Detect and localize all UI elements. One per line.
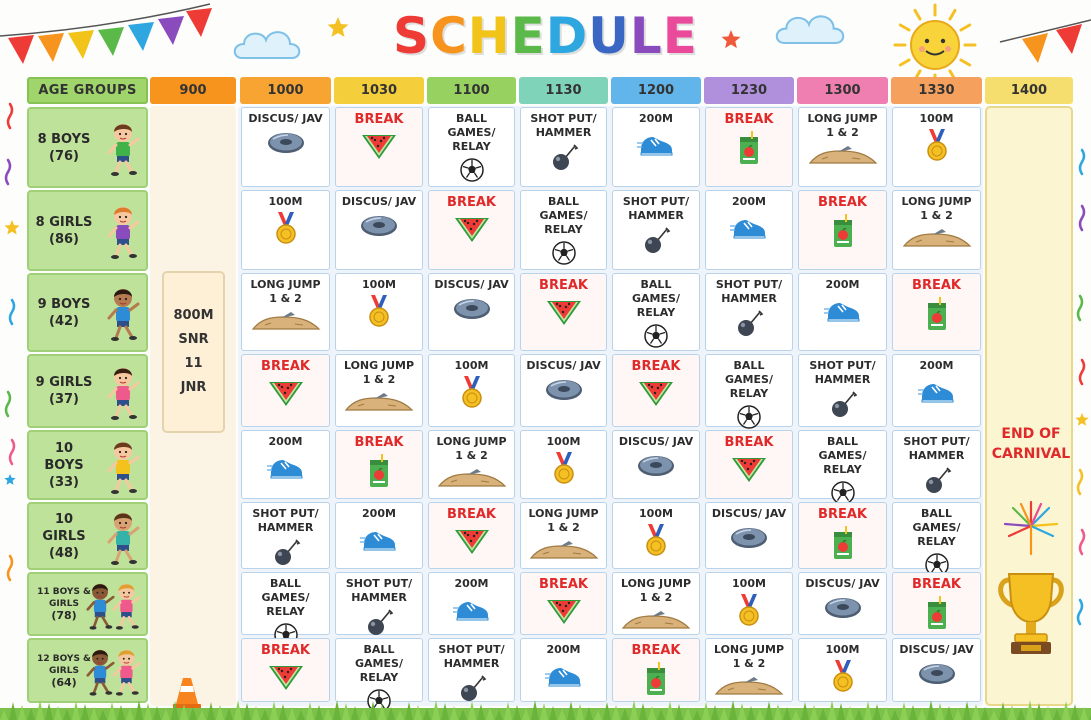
discus-icon [544,376,584,406]
schedule-cell [428,430,515,499]
time-header-0: 900 [150,77,236,104]
schedule-cell [798,502,887,569]
age-group-name: 10 BOYS [44,440,84,473]
title-letter: E [510,7,546,65]
medal-icon [273,212,299,250]
schedule-cell [520,354,607,427]
shot-put-icon [549,143,579,177]
slot-900-line: 11 [184,356,203,371]
time-header-5: 1200 [611,77,701,104]
event-label: LONG JUMP 1 & 2 [713,643,785,670]
watermelon-icon [267,662,305,696]
event-label: 200M [268,435,303,448]
title-letter: D [545,7,589,65]
confetti [1080,150,1084,174]
confetti [6,392,10,416]
running-shoe-icon [360,524,398,556]
event-label: BALL GAMES/ RELAY [912,507,961,548]
schedule-cell [798,572,887,635]
age-group-count: (48) [49,545,79,561]
event-label: BREAK [724,435,774,450]
running-shoe-icon [453,594,491,626]
schedule-cell [428,502,515,569]
event-label: 100M [546,435,581,448]
schedule-cell [892,273,981,351]
age-group-label [29,192,93,269]
sand-pit-icon [902,226,972,252]
running-shoe-icon [918,376,956,408]
event-label: LONG JUMP 1 & 2 [528,507,599,534]
age-group-name: 9 BOYS [37,296,91,312]
soccer-ball-icon [643,323,669,353]
sand-pit-icon [437,466,507,492]
event-label: 200M [546,643,581,656]
discus-icon [729,524,769,554]
schedule-cell [705,190,793,270]
end-of-carnival-text: END OF CARNIVAL [991,426,1071,462]
slot-900-line: JNR [180,380,207,395]
schedule-cell [705,273,793,351]
schedule-cell [705,354,793,427]
event-label: SHOT PUT/ HAMMER [530,112,597,139]
event-label: BREAK [539,278,588,293]
discus-icon [823,594,863,624]
watermelon-icon [637,378,675,412]
event-label: BREAK [261,359,310,374]
event-label: BALL GAMES/ RELAY [725,359,773,400]
event-label: 100M [454,359,489,372]
schedule-cell [335,190,423,270]
slot-900-line: SNR [178,332,209,347]
event-label: 200M [825,278,860,291]
star-icon [1075,413,1088,426]
schedule-cell [520,572,607,635]
event-label: SHOT PUT/ HAMMER [345,577,413,604]
discus-icon [636,452,676,482]
schedule-cell [520,190,607,270]
schedule-cell [520,502,607,569]
schedule-cell [612,638,700,702]
event-label: LONG JUMP 1 & 2 [343,359,415,386]
age-group-name: 11 BOYS & GIRLS [37,587,91,609]
title-letter: U [588,7,630,65]
schedule-cell [241,638,330,702]
age-group-count: (33) [49,474,79,490]
shot-put-icon [828,390,858,424]
confetti [10,300,14,324]
age-group-count: (86) [49,231,79,247]
shot-put-icon [271,538,301,572]
age-group-label [29,432,93,498]
juice-box-icon [644,662,668,700]
event-label: BREAK [447,195,496,210]
end-of-carnival-column [985,106,1073,706]
event-label: SHOT PUT/ HAMMER [252,507,319,534]
medal-icon [830,660,856,698]
age-group-row-0 [27,107,148,188]
schedule-cell [335,354,423,427]
shot-put-icon [457,674,487,708]
soccer-ball-icon [459,157,485,187]
time-header-6: 1230 [704,77,794,104]
discus-icon [917,660,957,690]
juice-box-icon [737,131,761,169]
discus-icon [452,295,492,325]
discus-icon [266,129,306,159]
juice-box-icon [831,526,855,564]
running-shoe-icon [637,129,675,161]
child-athlete-icon [104,284,144,346]
age-group-count: (76) [49,148,79,164]
child-athlete-icon [104,508,144,570]
confetti [1078,600,1082,624]
schedule-cell [241,430,330,499]
running-shoe-icon [545,660,583,692]
schedule-cell [798,430,887,499]
schedule-cell [892,502,981,569]
event-label: BALL GAMES/ RELAY [261,577,310,618]
shot-put-icon [364,608,394,642]
slot-900-line: 800M [173,308,214,323]
event-label: BREAK [818,507,867,522]
schedule-cell [241,572,330,635]
event-label: 200M [454,577,489,590]
event-label: DISCUS/ JAV [711,507,787,520]
medal-icon [643,524,669,562]
schedule-cell [612,354,700,427]
schedule-cell [520,430,607,499]
event-label: LONG JUMP 1 & 2 [436,435,507,462]
sand-pit-icon [621,608,691,634]
schedule-cell [798,354,887,427]
sand-pit-icon [344,390,414,416]
event-label: DISCUS/ JAV [434,278,509,291]
age-group-label [29,574,93,634]
schedule-cell [241,190,330,270]
time-header-4: 1130 [519,77,608,104]
age-group-row-2 [27,273,148,352]
child-athlete-icon [104,437,144,499]
watermelon-icon [453,526,491,560]
watermelon-icon [360,131,398,165]
age-group-count: (42) [49,313,79,329]
schedule-cell [705,430,793,499]
age-group-row-6 [27,572,148,636]
schedule-cell [612,572,700,635]
age-group-name: 9 GIRLS [35,375,93,390]
child-athlete-icon [104,363,144,425]
age-groups-header: AGE GROUPS [27,77,148,104]
schedule-cell [428,107,515,187]
medal-icon [459,376,485,414]
event-label: 200M [639,112,673,125]
title-letter: H [467,7,511,65]
juice-box-icon [367,454,391,492]
schedule-cell [612,273,700,351]
confetti [1080,360,1084,384]
event-label: SHOT PUT/ HAMMER [715,278,783,305]
sand-pit-icon [251,309,321,335]
title-letter: S [393,7,431,65]
event-label: 100M [825,643,860,656]
age-group-name: 10 GIRLS [42,511,86,544]
event-label: SHOT PUT/ HAMMER [622,195,690,222]
trophy-icon [995,570,1067,660]
age-group-count: (78) [51,609,77,622]
watermelon-icon [545,596,583,630]
watermelon-icon [730,454,768,488]
schedule-cell [892,107,981,187]
watermelon-icon [267,378,305,412]
event-label: BALL GAMES/ RELAY [632,278,680,319]
sand-pit-icon [714,674,784,700]
event-label: BREAK [631,359,681,374]
schedule-cell [428,572,515,635]
schedule-cell [520,107,607,187]
event-label: 100M [639,507,673,520]
medal-icon [366,295,392,333]
event-label: BREAK [631,643,681,658]
traffic-cone-icon [172,676,202,710]
event-label: BREAK [912,278,961,293]
time-header-2: 1030 [334,77,424,104]
age-group-label [29,640,93,701]
event-label: SHOT PUT/ HAMMER [809,359,876,386]
event-label: LONG JUMP 1 & 2 [620,577,692,604]
event-label: BALL GAMES/ RELAY [539,195,588,236]
event-label: DISCUS/ JAV [618,435,694,448]
child-athlete-icon [104,119,144,181]
event-label: 100M [268,195,303,208]
event-label: BREAK [261,643,310,658]
event-label: SHOT PUT/ HAMMER [903,435,970,462]
schedule-cell [241,273,330,351]
sand-pit-icon [808,143,878,169]
event-label: SHOT PUT/ HAMMER [438,643,505,670]
schedule-cell [798,638,887,702]
event-label: DISCUS/ JAV [341,195,417,208]
age-group-label [29,504,93,568]
schedule-cell [428,354,515,427]
confetti [1080,206,1084,230]
event-label: BREAK [354,112,404,127]
schedule-cell [892,430,981,499]
time-header-7: 1300 [797,77,888,104]
time-header-8: 1330 [891,77,982,104]
shot-put-icon [922,466,952,500]
event-label: 100M [362,278,396,291]
running-shoe-icon [267,452,305,484]
schedule-cell [428,273,515,351]
schedule-cell [335,638,423,702]
age-group-label [29,275,93,350]
event-label: BREAK [539,577,588,592]
schedule-cell [798,107,887,187]
age-group-label [29,356,93,426]
event-label: 100M [919,112,954,125]
schedule-cell [798,190,887,270]
schedule-cell [335,107,423,187]
title-letter: C [430,7,468,65]
schedule-cell [705,572,793,635]
event-label: LONG JUMP 1 & 2 [901,195,972,222]
age-group-row-5 [27,502,148,570]
fireworks-icon [999,492,1063,556]
schedule-cell [892,572,981,635]
juice-box-icon [925,596,949,634]
schedule-cell [612,430,700,499]
schedule-cell [241,107,330,187]
age-group-count: (37) [49,392,79,407]
event-label: BREAK [818,195,867,210]
event-label: DISCUS/ JAV [805,577,880,590]
time-header-3: 1100 [427,77,516,104]
running-shoe-icon [824,295,862,327]
schedule-cell [612,107,700,187]
schedule-cell [428,638,515,702]
schedule-cell [520,273,607,351]
event-label: BALL GAMES/ RELAY [355,643,403,684]
age-group-count: (64) [51,675,77,689]
event-label: LONG JUMP 1 & 2 [807,112,878,139]
age-group-label [29,109,93,186]
schedule-cell [335,273,423,351]
event-label: BALL GAMES/ RELAY [818,435,867,476]
medal-icon [551,452,577,490]
running-shoe-icon [730,212,768,244]
time-header-1: 1000 [240,77,331,104]
event-label: 200M [919,359,954,372]
schedule-cell [428,190,515,270]
schedule-cell [798,273,887,351]
sand-pit-icon [529,538,599,564]
schedule-cell [520,638,607,702]
event-label: BALL GAMES/ RELAY [447,112,496,153]
confetti [10,440,14,464]
juice-box-icon [925,297,949,335]
confetti [1080,530,1084,554]
time-header-9: 1400 [985,77,1073,104]
event-label: BREAK [912,577,961,592]
confetti [6,160,10,184]
juice-box-icon [831,214,855,252]
schedule-cell [705,502,793,569]
age-group-row-7 [27,638,148,703]
shot-put-icon [641,226,671,260]
age-group-row-4 [27,430,148,500]
event-label: DISCUS/ JAV [526,359,601,372]
page-title [0,4,1091,68]
event-label: DISCUS/ JAV [248,112,323,125]
schedule-cell [612,502,700,569]
age-group-name: 8 BOYS [37,131,91,147]
schedule-cell [892,354,981,427]
event-label: 100M [732,577,766,590]
event-label: BREAK [724,112,774,127]
event-label: 200M [732,195,766,208]
age-group-row-3 [27,354,148,428]
slot-900-note [162,271,225,433]
soccer-ball-icon [366,688,392,718]
schedule-cell [892,190,981,270]
star-icon [4,220,19,235]
schedule-cell [892,638,981,702]
schedule-cell [612,190,700,270]
shot-put-icon [734,309,764,343]
soccer-ball-icon [551,240,577,270]
age-group-name: 8 GIRLS [35,214,93,230]
child-athlete-icon [86,576,144,638]
confetti [1078,296,1082,320]
event-label: BREAK [354,435,404,450]
title-letter: E [662,7,698,65]
confetti [8,104,12,128]
schedule-cell [335,502,423,569]
star-icon [4,474,15,485]
medal-icon [924,129,950,167]
watermelon-icon [453,214,491,248]
age-group-name: 12 BOYS & GIRLS [37,653,91,676]
schedule-cell [335,572,423,635]
child-athlete-icon [104,202,144,264]
schedule-cell [705,107,793,187]
watermelon-icon [545,297,583,331]
schedule-cell [335,430,423,499]
schedule-cell [241,354,330,427]
confetti [1078,470,1082,494]
discus-icon [359,212,399,242]
child-athlete-icon [86,642,144,704]
event-label: 200M [362,507,396,520]
schedule-cell [241,502,330,569]
event-label: LONG JUMP 1 & 2 [250,278,321,305]
confetti [8,556,12,580]
event-label: BREAK [447,507,496,522]
title-letter: L [629,7,663,65]
age-group-row-1 [27,190,148,271]
medal-icon [736,594,762,632]
event-label: DISCUS/ JAV [899,643,974,656]
schedule-cell [705,638,793,702]
